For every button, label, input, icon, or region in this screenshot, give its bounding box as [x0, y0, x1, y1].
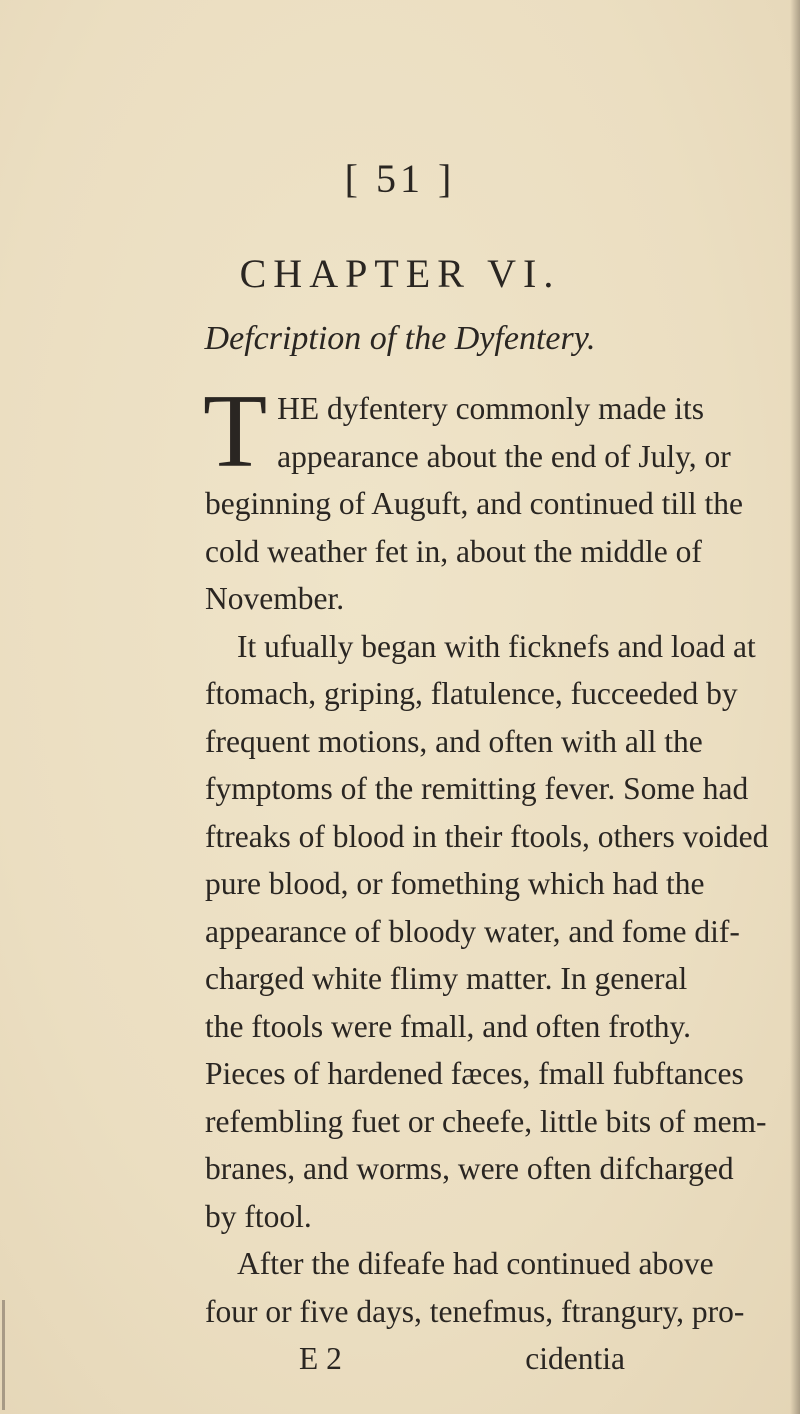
text-line: HE dyfentery commonly made its: [277, 391, 705, 426]
page-edge-mark: [2, 1300, 5, 1410]
text-line: appearance of bloody water, and fome dif-: [205, 913, 740, 949]
text-line: by ftool.: [205, 1198, 312, 1234]
page-footer: [205, 1335, 625, 1383]
paragraph-2: [205, 623, 769, 1241]
text-line: ftreaks of blood in their ftools, others voided: [205, 818, 769, 854]
text-line: frequent motions, and often with all the: [205, 723, 703, 759]
text-line: cold weather fet in, about the middle of: [205, 533, 702, 569]
text-line: ftomach, griping, flatulence, fucceeded by: [205, 676, 738, 711]
text-line: It ufually began with ficknefs and load at: [237, 628, 756, 664]
catchword: cidentia: [525, 1341, 625, 1376]
text-line: Pieces of hardened fæces, fmall fubftances: [205, 1056, 744, 1091]
text-line: charged white flimy matter. In general: [205, 961, 688, 996]
text-line: the ftools were fmall, and often frothy.: [205, 1008, 692, 1044]
page-number: [ 51 ]: [344, 156, 456, 201]
text-line: beginning of Auguft, and continued till the: [205, 486, 744, 521]
page-edge-shadow: [790, 0, 800, 1414]
paragraph-3: [205, 1240, 745, 1335]
signature-mark: E 2: [299, 1341, 342, 1376]
text-line: pure blood, or fomething which had the: [205, 866, 705, 901]
text-line: appearance about the end of July, or: [277, 438, 731, 474]
chapter-subtitle: Defcription of the Dyfentery.: [204, 320, 596, 357]
text-line: November.: [205, 581, 345, 616]
text-line: branes, and worms, were often difcharged: [205, 1151, 734, 1186]
text-line: refembling fuet or cheefe, little bits of mem-: [205, 1103, 767, 1139]
text-line: four or five days, tenefmus, ftrangury, pro-: [205, 1293, 745, 1329]
chapter-heading: CHAPTER VI.: [239, 251, 561, 296]
paragraph-1: [203, 372, 744, 623]
body-text: [203, 372, 769, 1383]
text-line: fymptoms of the remitting fever. Some had: [205, 771, 749, 806]
text-line: After the difeafe had continued above: [237, 1246, 714, 1281]
drop-cap: T: [203, 372, 268, 489]
